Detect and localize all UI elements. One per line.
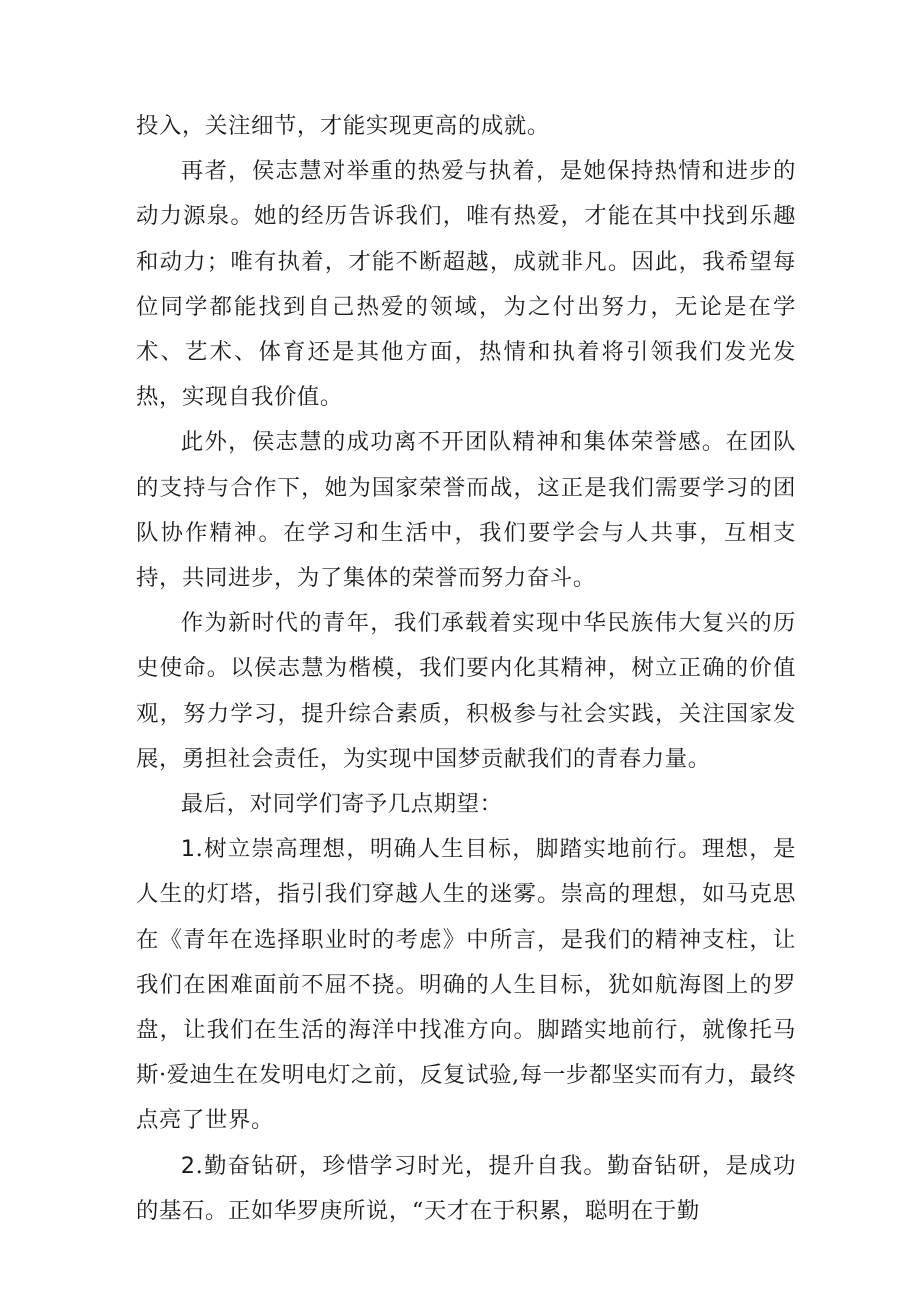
list-item-text: .勤奋钻研，珍惜学习时光，提升自我。勤奋钻研，是成功的基石。正如华罗庚所说，“天才在于积累，聪明在于勤 xyxy=(136,1152,796,1224)
list-item-1 xyxy=(136,827,796,1143)
paragraph-mission: 作为新时代的青年，我们承载着实现中华民族伟大复兴的历史使命。以侯志慧为楷模，我们要内化其精神，树立正确的价值观，努力学习，提升综合素质，积极参与社会实践，关注国家发展，勇担社会责任，为实现中国梦贡献我们的青春力量。 xyxy=(136,610,796,772)
list-item-number: 2 xyxy=(180,1152,196,1179)
list-item-2 xyxy=(136,1144,796,1234)
paragraph-expectations-intro: 最后，对同学们寄予几点期望： xyxy=(180,791,503,818)
document-body xyxy=(136,104,796,1234)
paragraph-passion: 再者，侯志慧对举重的热爱与执着，是她保持热情和进步的动力源泉。她的经历告诉我们，唯有热爱，才能在其中找到乐趣和动力；唯有执着，才能不断超越，成就非凡。因此，我希望每位同学都能找到自己热爱的领域，为之付出努力，无论是在学术、艺术、体育还是其他方面，热情和执着将引领我们发光发热，实现自我价值。 xyxy=(136,158,796,411)
list-item-text: .树立崇高理想，明确人生目标，脚踏实地前行。理想，是人生的灯塔，指引我们穿越人生的迷雾。崇高的理想，如马克思在《青年在选择职业时的考虑》中所言，是我们的精神支柱，让我们在困难面前不屈不挠。明确的人生目标，犹如航海图上的罗盘，让我们在生活的海洋中找准方向。脚踏实地前行，就像托马斯·爱迪生在发明电灯之前，反复试验,每一步都坚实而有力，最终点亮了世界。 xyxy=(136,836,796,1134)
paragraph-continuation: 投入，关注细节，才能实现更高的成就。 xyxy=(136,113,550,139)
paragraph-teamwork: 此外，侯志慧的成功离不开团队精神和集体荣誉感。在团队的支持与合作下，她为国家荣誉而战，这正是我们需要学习的团队协作精神。在学习和生活中，我们要学会与人共事，互相支持，共同进步，为了集体的荣誉而努力奋斗。 xyxy=(136,429,796,592)
list-item-number: 1 xyxy=(180,836,196,863)
